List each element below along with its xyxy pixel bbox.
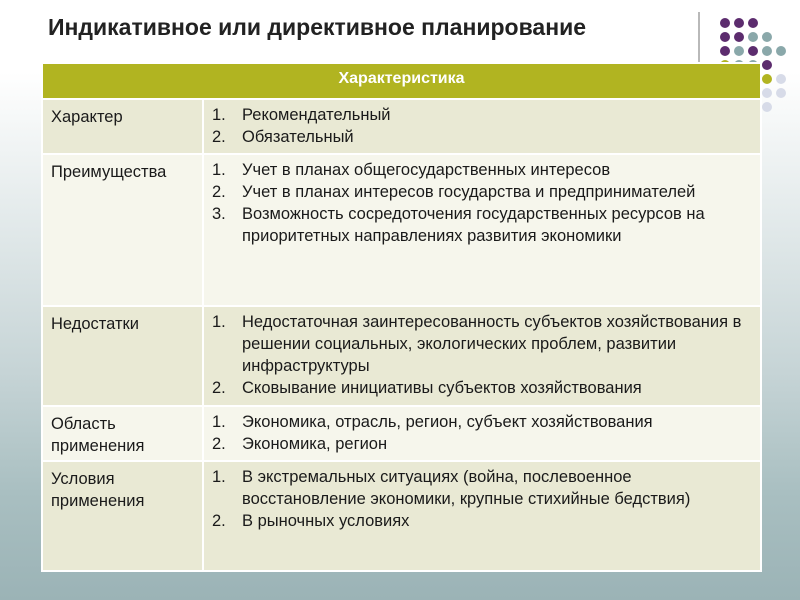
list-item-number: 2. xyxy=(212,379,226,397)
list-item xyxy=(212,203,752,247)
list-item-text: Недостаточная заинтересованность субъектов хозяйствования в решении социальных, экологических проблем, развитии инфраструктуры xyxy=(242,313,742,375)
row-label: Характер xyxy=(42,99,203,154)
decorative-dot xyxy=(720,32,730,42)
decorative-dot xyxy=(734,32,744,42)
decorative-dot xyxy=(762,74,772,84)
list-item-text: Экономика, отрасль, регион, субъект хозяйствования xyxy=(242,413,653,431)
list-item-number: 1. xyxy=(212,413,226,431)
row-content xyxy=(203,306,761,406)
list-item xyxy=(212,181,752,203)
list-item-number: 2. xyxy=(212,512,226,530)
decorative-dot xyxy=(776,88,786,98)
row-content xyxy=(203,99,761,154)
row-content xyxy=(203,461,761,571)
table-row xyxy=(42,461,761,571)
list-item xyxy=(212,159,752,181)
decorative-dot xyxy=(748,32,758,42)
table-row xyxy=(42,406,761,461)
decorative-dot xyxy=(720,46,730,56)
numbered-list xyxy=(212,466,752,532)
decorative-dot xyxy=(762,102,772,112)
decorative-dot xyxy=(734,46,744,56)
list-item xyxy=(212,411,752,433)
list-item-number: 3. xyxy=(212,205,226,223)
numbered-list xyxy=(212,159,752,247)
list-item xyxy=(212,433,752,455)
list-item-text: Возможность сосредоточения государственных ресурсов на приоритетных направлениях развития экономики xyxy=(242,205,705,245)
list-item-text: В рыночных условиях xyxy=(242,512,410,530)
decorative-dot xyxy=(776,74,786,84)
row-content xyxy=(203,406,761,461)
row-label: Преимущества xyxy=(42,154,203,306)
slide-title: Индикативное или директивное планирование xyxy=(48,14,587,40)
decorative-dot xyxy=(720,18,730,28)
table-header: Характеристика xyxy=(42,63,761,99)
numbered-list xyxy=(212,411,752,455)
list-item-number: 1. xyxy=(212,106,226,124)
list-item-number: 2. xyxy=(212,128,226,146)
list-item-number: 2. xyxy=(212,183,226,201)
numbered-list xyxy=(212,104,752,148)
list-item-text: Рекомендательный xyxy=(242,106,391,124)
list-item-text: Экономика, регион xyxy=(242,435,388,453)
decorative-dot xyxy=(762,32,772,42)
list-item-number: 1. xyxy=(212,161,226,179)
decorative-dot xyxy=(734,18,744,28)
decorative-dot xyxy=(748,18,758,28)
table-row xyxy=(42,306,761,406)
list-item-text: Обязательный xyxy=(242,128,354,146)
list-item xyxy=(212,466,752,510)
list-item xyxy=(212,377,752,399)
decorative-dot xyxy=(748,46,758,56)
row-label: Недостатки xyxy=(42,306,203,406)
list-item xyxy=(212,104,752,126)
list-item xyxy=(212,311,752,377)
list-item-text: В экстремальных ситуациях (война, послевоенное восстановление экономики, крупные стихийные бедствия) xyxy=(242,468,691,508)
list-item xyxy=(212,126,752,148)
planning-comparison-table xyxy=(41,62,762,572)
table-row xyxy=(42,99,761,154)
row-label: Область применения xyxy=(42,406,203,461)
row-label: Условия применения xyxy=(42,461,203,571)
list-item-text: Сковывание инициативы субъектов хозяйствования xyxy=(242,379,642,397)
decorative-dot xyxy=(762,46,772,56)
table-row xyxy=(42,154,761,306)
list-item-text: Учет в планах общегосударственных интересов xyxy=(242,161,611,179)
list-item xyxy=(212,510,752,532)
list-item-number: 1. xyxy=(212,468,226,486)
decorative-dot xyxy=(776,46,786,56)
list-item-text: Учет в планах интересов государства и предпринимателей xyxy=(242,183,696,201)
list-item-number: 1. xyxy=(212,313,226,331)
numbered-list xyxy=(212,311,752,399)
row-content xyxy=(203,154,761,306)
decorative-dot xyxy=(762,60,772,70)
list-item-number: 2. xyxy=(212,435,226,453)
decorative-dot xyxy=(762,88,772,98)
